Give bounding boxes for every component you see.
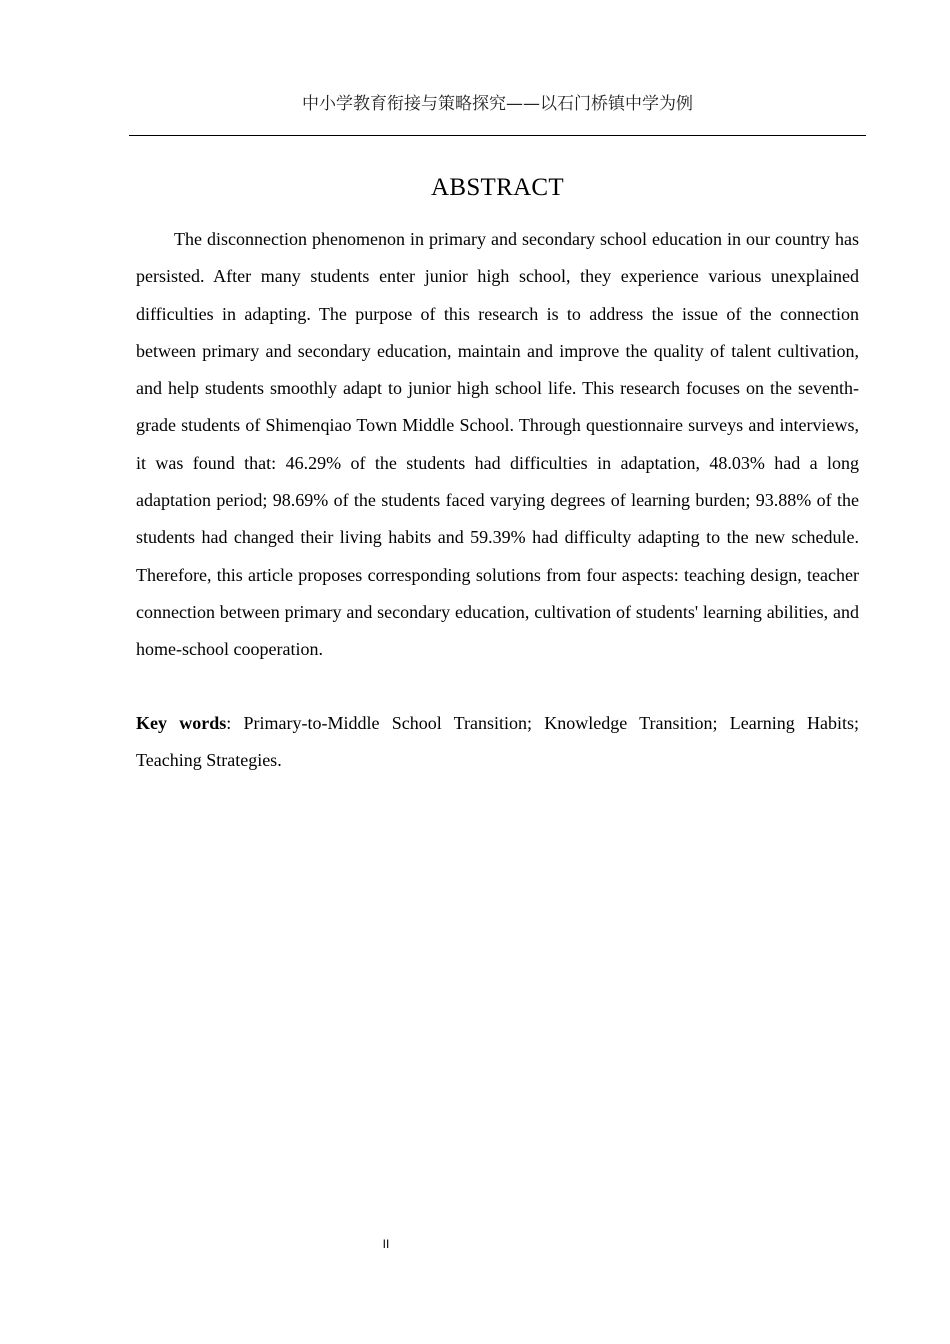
running-title: 中小学教育衔接与策略探究——以石门桥镇中学为例 xyxy=(302,94,693,114)
abstract-title: ABSTRACT xyxy=(431,174,564,201)
keywords-separator: : xyxy=(226,713,244,733)
abstract-body: The disconnection phenomenon in primary and secondary school education in our country has persisted. After many students enter junior high school, they experience various unexplained difficulties in adapting. The purpose of this research is to address the issue of the connection between primary and secondary education, maintain and improve the quality of talent cultivation, and help students smoothly adapt to junior high school life. This research focuses on the seventh-grade students of Shimenqiao Town Middle School. Through questionnaire surveys and interviews, it was found that: 46.29% of the students had difficulties in adaptation, 48.03% had a long adaptation period; 98.69% of the students faced varying degrees of learning burden; 93.88% of the students had changed their living habits and 59.39% had difficulty adapting to the new schedule. Therefore, this article proposes corresponding solutions from four aspects: teaching design, teacher connection between primary and secondary education, cultivation of students' learning abilities, and home-school cooperation. xyxy=(136,229,859,660)
keywords-label: Key words xyxy=(136,713,227,733)
page-header xyxy=(129,90,866,136)
keywords-paragraph xyxy=(136,705,859,780)
keywords-text: Primary-to-Middle School Transition; Knowledge Transition; Learning Habits; Teaching Strategies. xyxy=(136,713,859,771)
page-number: II xyxy=(382,1237,390,1251)
